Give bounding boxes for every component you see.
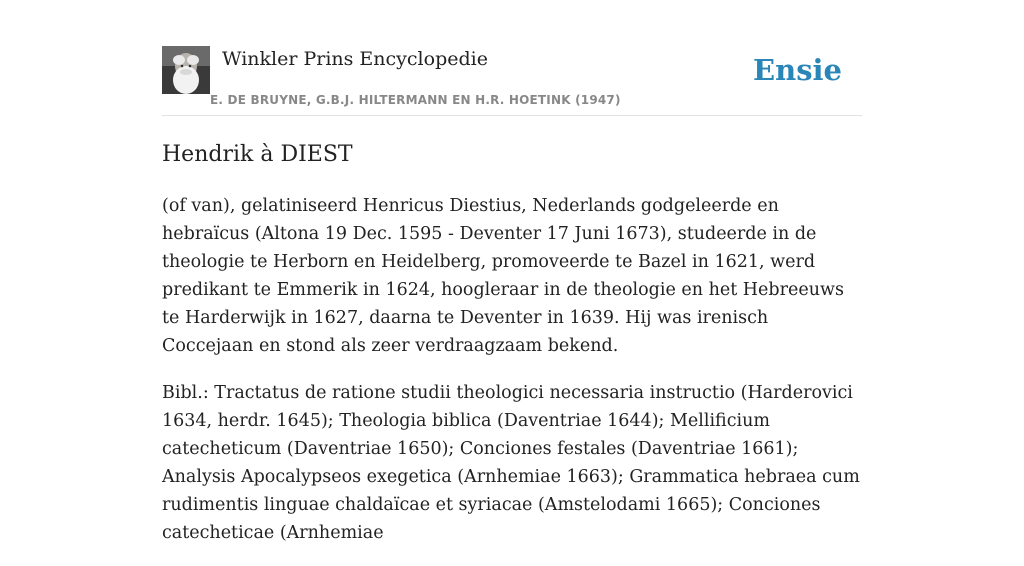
header-divider <box>162 115 862 116</box>
bearded-man-portrait-icon <box>162 46 210 94</box>
site-header <box>162 46 862 116</box>
article-paragraph-bibliography: Bibl.: Tractatus de ratione studii theologici necessaria instructio (Harderovici 1634, herdr. 1645); Theologia biblica (Daventriae 1644); Mellificium catecheticum (Daventriae 1650); Conciones festales (Daventriae 1661); Analysis Apocalypseos exegetica (Arnhemiae 1663); Grammatica hebraea cum rudimentis linguae chaldaïcae et syriacae (Amstelodami 1665); Conciones catecheticae (Arnhemiae <box>162 383 860 543</box>
ensie-logo-link[interactable]: Ensie <box>753 53 842 87</box>
article-body <box>162 192 862 566</box>
site-title[interactable]: Winkler Prins Encyclopedie <box>222 48 488 70</box>
authors-line: E. DE BRUYNE, G.B.J. HILTERMANN EN H.R. HOETINK (1947) <box>210 93 621 107</box>
article-paragraph-intro: (of van), gelatiniseerd Henricus Diestius, Nederlands godgeleerde en hebraïcus (Altona 19 Dec. 1595 - Deventer 17 Juni 1673), studeerde in de theologie te Herborn en Heidelberg, promoveerde te Bazel in 1621, werd predikant te Emmerik in 1624, hoogleraar in de theologie en het Hebreeuws te Harderwijk in 1627, daarna te Deventer in 1639. Hij was irenisch Coccejaan en stond als zeer verdraagzaam bekend. <box>162 196 844 356</box>
article-title: Hendrik à DIEST <box>162 142 353 167</box>
author-avatar <box>162 46 210 94</box>
